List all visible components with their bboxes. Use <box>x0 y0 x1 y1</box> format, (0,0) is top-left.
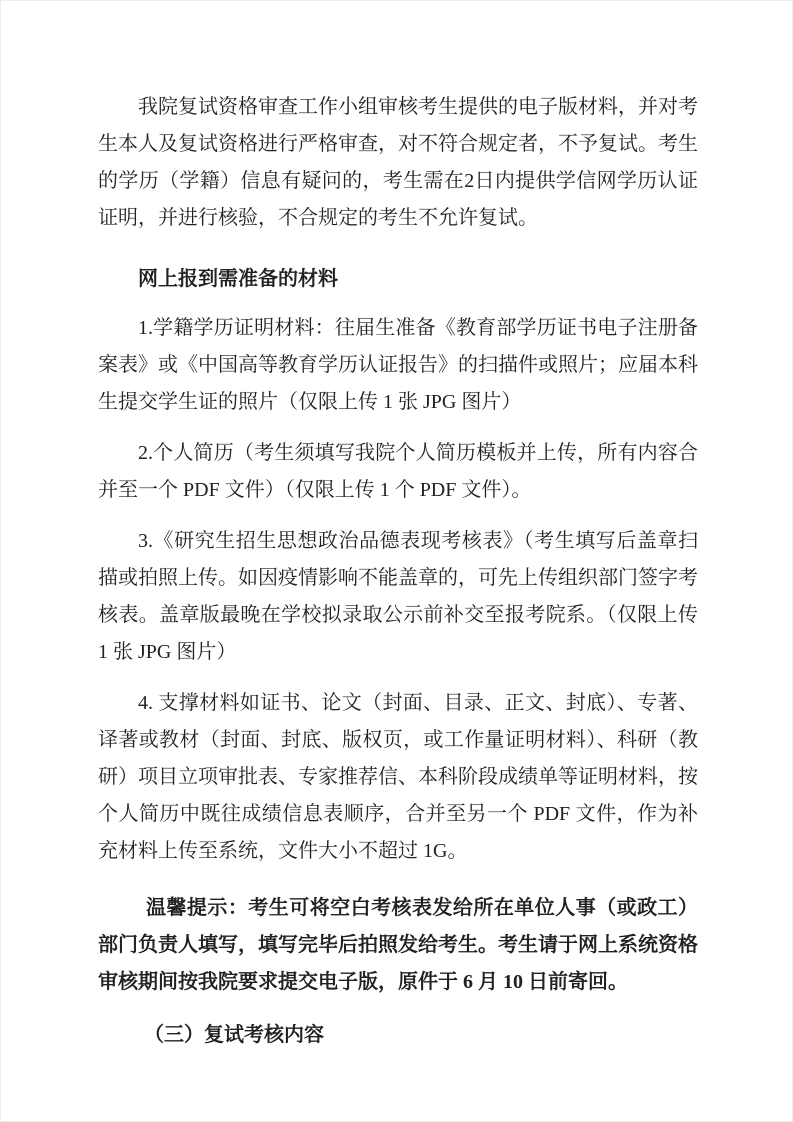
material-item-2: 2.个人简历（考生须填写我院个人简历模板并上传，所有内容合并至一个 PDF 文件）（仅限上传 1 个 PDF 文件）。 <box>98 442 698 501</box>
materials-heading: 网上报到需准备的材料 <box>138 268 338 290</box>
warm-tip-paragraph: 温馨提示：考生可将空白考核表发给所在单位人事（或政工）部门负责人填写，填写完毕后拍照发给考生。考生请于网上系统资格审核期间按我院要求提交电子版，原件于 6 月 10 日前寄回。 <box>98 897 698 993</box>
subsection-heading: （三）复试考核内容 <box>144 1024 324 1046</box>
material-item-4: 4. 支撑材料如证书、论文（封面、目录、正文、封底）、专著、译著或教材（封面、封底、版权页，或工作量证明材料）、科研（教研）项目立项审批表、专家推荐信、本科阶段成绩单等证明材料，按个人简历中既往成绩信息表顺序，合并至另一个 PDF 文件，作为补充材料上传至系统，文件大小不超过 1G。 <box>98 692 698 862</box>
document-page <box>1 1 793 1121</box>
material-item-3: 3.《研究生招生思想政治品德表现考核表》（考生填写后盖章扫描或拍照上传。如因疫情影响不能盖章的，可先上传组织部门签字考核表。盖章版最晚在学校拟录取公示前补交至报考院系。（仅限上传 1 张 JPG 图片） <box>98 530 698 663</box>
material-item-1: 1.学籍学历证明材料：往届生准备《教育部学历证书电子注册备案表》或《中国高等教育学历认证报告》的扫描件或照片；应届本科生提交学生证的照片（仅限上传 1 张 JPG 图片） <box>98 317 698 413</box>
intro-paragraph: 我院复试资格审查工作小组审核考生提供的电子版材料，并对考生本人及复试资格进行严格审查，对不符合规定者，不予复试。考生的学历（学籍）信息有疑问的，考生需在2日内提供学信网学历认证证明，并进行核验，不合规定的考生不允许复试。 <box>98 96 698 229</box>
